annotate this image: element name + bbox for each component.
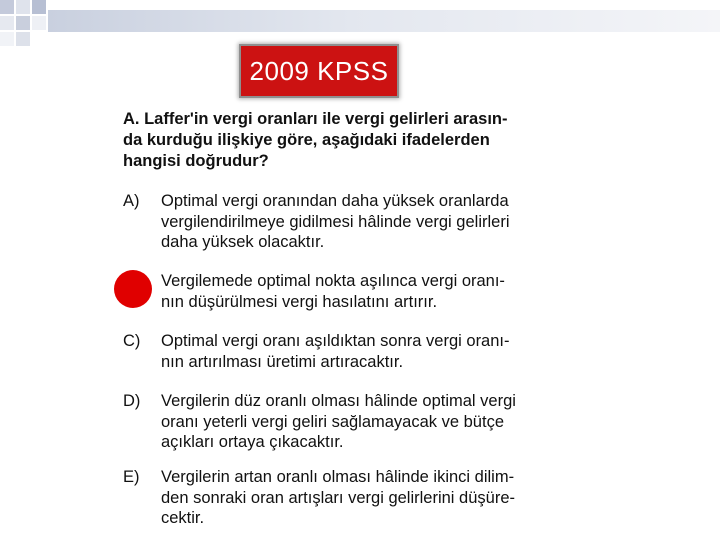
option-line: Vergilerin düz oranlı olması hâlinde optimal vergi [161, 392, 516, 410]
option-text [161, 391, 573, 453]
corner-square [0, 0, 14, 14]
corner-square [16, 32, 30, 46]
option-letter: A) [123, 192, 140, 210]
slide-corner-decoration [0, 0, 720, 50]
slide-title-box [241, 46, 397, 96]
option-letter: D) [123, 392, 141, 410]
option-line: Vergilemede optimal nokta aşılınca vergi oranı- [161, 272, 505, 290]
corner-square [32, 16, 46, 30]
option-line: daha yüksek olacaktır. [161, 233, 325, 251]
option-line: vergilendirilmeye gidilmesi hâlinde vergi gelirleri [161, 212, 510, 231]
option-line: oranı yeterli vergi geliri sağlamayacak ve bütçe [161, 412, 504, 431]
option-line: nın artırılması üretimi artıracaktır. [161, 352, 404, 371]
corner-square [0, 16, 14, 30]
corner-square [16, 16, 30, 30]
option-line: Optimal vergi oranından daha yüksek oranlarda [161, 192, 509, 210]
question-line: A. Laffer'in vergi oranları ile vergi gelirleri arasın- [123, 110, 508, 128]
option-line: Optimal vergi oranı aşıldıktan sonra vergi oranı- [161, 332, 510, 350]
question-text [123, 109, 573, 172]
question-line: hangisi doğrudur? [123, 152, 269, 170]
option-line: Vergilerin artan oranlı olması hâlinde ikinci dilim- [161, 468, 515, 486]
option-text [161, 271, 573, 312]
question-line: da kurduğu ilişkiye göre, aşağıdaki ifadelerden [123, 131, 490, 149]
option-text [161, 467, 573, 529]
header-gradient-bar [48, 10, 720, 32]
option-text [161, 191, 573, 253]
option-letter: C) [123, 332, 141, 350]
option-line: nın düşürülmesi vergi hasılatını artırır. [161, 292, 438, 311]
option-letter: E) [123, 468, 140, 486]
option-line: açıkları ortaya çıkacaktır. [161, 433, 344, 451]
corner-square [32, 0, 46, 14]
option-text [161, 331, 573, 372]
correct-answer-marker [114, 270, 152, 308]
option-line: den sonraki oran artışları vergi gelirlerini düşüre- [161, 488, 515, 507]
slide-title: 2009 KPSS [249, 56, 389, 86]
option-line: cektir. [161, 509, 205, 527]
corner-square [0, 32, 14, 46]
corner-square [16, 0, 30, 14]
